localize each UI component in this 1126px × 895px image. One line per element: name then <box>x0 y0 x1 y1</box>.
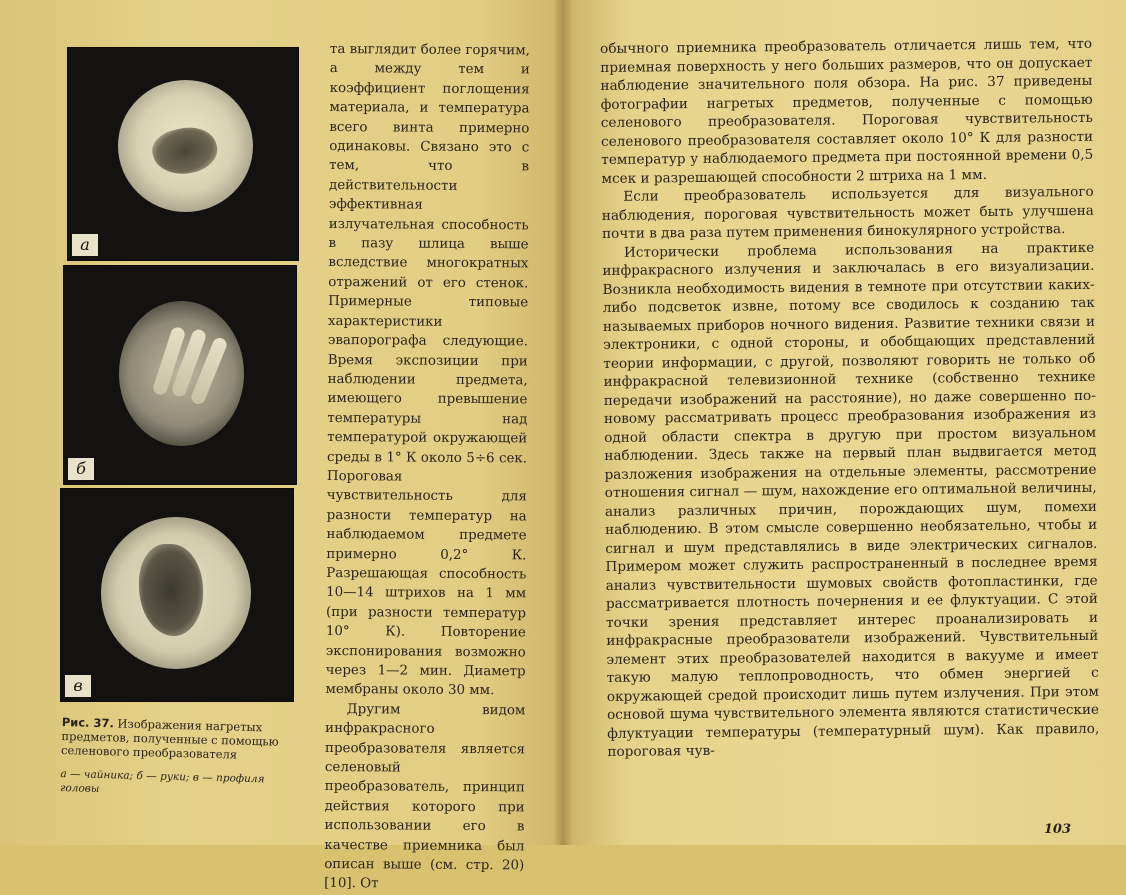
figure-panel-b <box>63 265 297 485</box>
right-paragraph: Если преобразователь используется для визуального наблюдения, пороговая чувствительность может быть улучшена почти в два раза путем применения бинокулярного устройства. <box>601 183 1094 242</box>
figure-panel-c <box>60 488 294 702</box>
left-text-column <box>324 40 530 895</box>
caption-legend: а — чайника; б — руки; в — профиля головы <box>59 767 265 796</box>
caption-text: Изображения нагретых предметов, полученные с помощью селенового преобразователя <box>60 716 279 762</box>
right-page <box>562 0 1126 845</box>
left-paragraph: та выглядит более горячим, а между тем и коэффициент поглощения материала, и температура всего винта примерно одинаковы. Связано это с тем, что в действительности эффективная излучательная способность в пазу шлица выше вследствие многократных отражений от его стенок. Примерные типовые характеристики эвапорографа следующие. Время экспозиции при наблюдении предмета, имеющего превышение температуры над температурой окружающей среды в 1° К около 5÷6 сек. Пороговая чувствительность для разности температур на наблюдаемом предмете примерно 0,2° К. Разрешающая способность 10—14 штрихов на 1 мм (при разности температур 10° К). Повторение экспонирования возможно через 1—2 мин. Диаметр мембраны около 30 мм. <box>325 41 530 699</box>
right-text-column <box>600 35 1100 762</box>
panel-label-b: б <box>68 458 94 480</box>
caption-title: Рис. 37. <box>61 715 115 731</box>
right-paragraph: обычного приемника преобразователь отличается лишь тем, что приемная поверхность у него больших размеров, что он допускает наблюдение значительного поля обзора. На рис. 37 приведены фотографии нагретых предметов, полученные с помощью селенового преобразователя. Пороговая чувствительность селенового преобразователя составляет около 10° К для разности температур у наблюдаемого предмета при постоянной времени 0,5 мсек и разрешающей способности 2 штриха на 1 мм. <box>600 35 1094 187</box>
figure-caption <box>60 715 307 801</box>
left-page <box>0 0 562 892</box>
page-number: 103 <box>1043 822 1071 837</box>
book-gutter <box>553 0 573 845</box>
left-paragraph: Другим видом инфракрасного преобразователя является селеновый преобразователь, принцип действия которого при использовании его в качестве приемника был описан выше (см. стр. 20) [10]. От <box>324 701 526 892</box>
panel-label-a: а <box>72 234 98 256</box>
right-paragraph: Исторически проблема использования на практике инфракрасного излучения и заключалась в его визуализации. Возникла необходимость видения в темноте при отсутствии каких-либо подсветок извне, потому все сводилось к созданию так называемых приборов ночного видения. Развитие техники связи и электроники, с одной стороны, и обобщающих представлений теории информации, с другой, позволяют говорить не только об инфракрасной телевизионной технике (собственно технике передачи изображений на расстояние), но даже совершенно по-новому рассматривать процесс преобразования изображения из одной области спектра в другую при простом визуальном наблюдении. Здесь также на первый план выдвигается метод разложения изображения на отдельные элементы, рассмотрение отношения сигнал — шум, нахождение его оптимальной величины, анализ различных причин, порождающих шум, помехи наблюдению. В этом смысле совершенно необязательно, чтобы и сигнал и шум представлялись в виде электрических сигналов. Примером может служить распространенный в последнее время анализ чувствительности шумовых свойств фотопластинки, где рассматривается плотность почернения и ее флуктуации. С этой точки зрения представляет интерес проанализировать и инфракрасные преобразователи изображений. Чувствительный элемент этих преобразователей находится в вакууме и имеет такую малую теплопроводность, что обмен энергией с окружающей средой происходит лишь путем излучения. При этом основой шума чувствительного элемента являются статистические флуктуации температуры (температурный шум). Как правило, пороговая чув- <box>602 239 1100 760</box>
panel-label-c: в <box>65 675 91 697</box>
figure-panel-a <box>67 47 299 261</box>
